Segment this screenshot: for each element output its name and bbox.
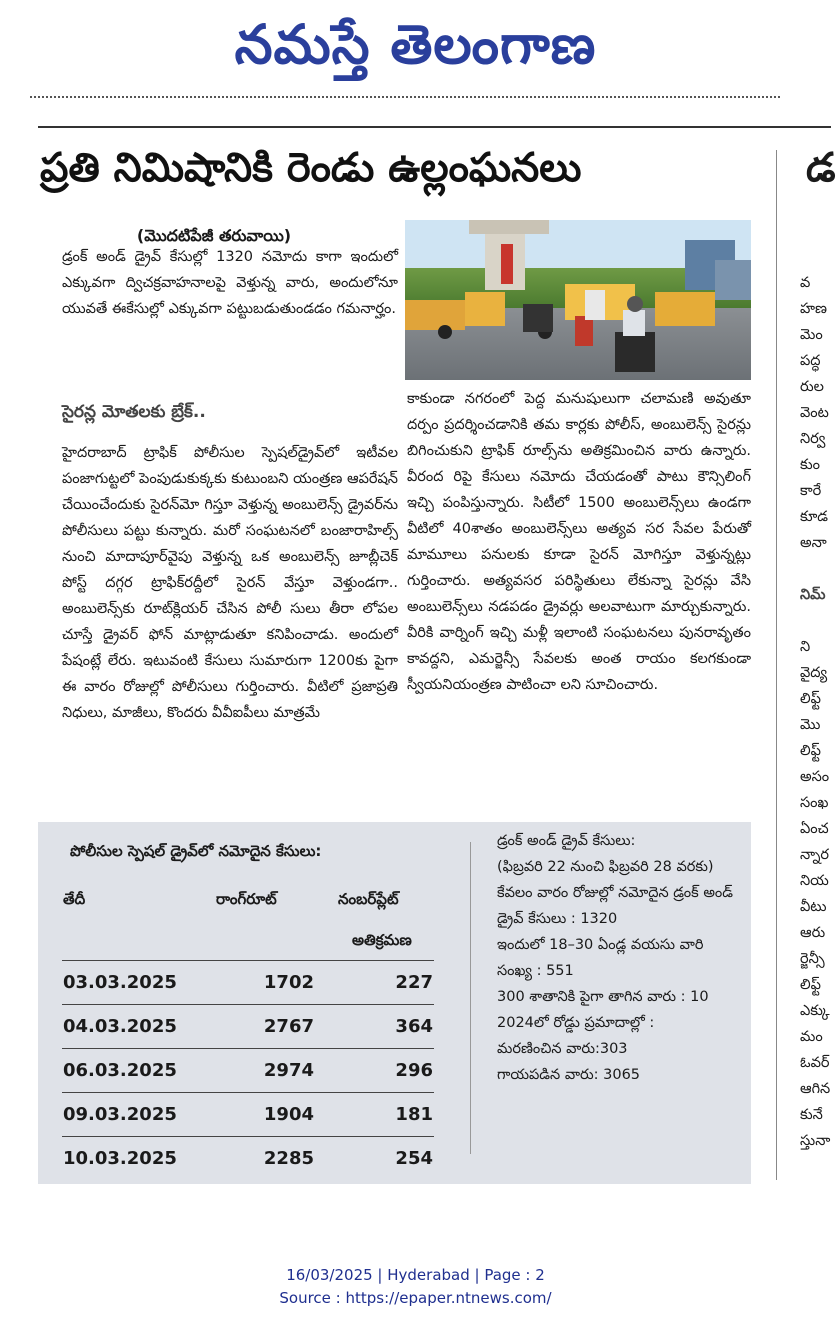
article-paragraph-2: హైదరాబాద్ ట్రాఫిక్ పోలీసుల స్పెషల్‌డ్రైవ్‌లో ఇటీవల పంజాగుట్టలో పెంపుడుకుక్కకు కుటుంబని యంత్రణ ఆపరేషన్ చేయించేందుకు సైరన్‌మో గిస్తూ వెళ్తున్న అంబులెన్స్ డ్రైవర్‌ను పోలీసులు పట్టు కున్నారు. మరో సంఘటనలో బంజారాహిల్స్ నుంచి మాదాపూర్‌వైపు వెళ్తున్న ఒక అంబులెన్స్ జూబ్లీచెక్ పోస్ట్ దగ్గర ట్రాఫిక్‌రద్దీలో సైరన్ వేస్తూ వెళ్తుండగా.. అంబులెన్స్‌కు రూట్‌క్లియర్ చేసిన పోలీ సులు తీరా లోపల చూస్తే డ్రైవర్ ఫోన్ మాట్లాడుతూ కనిపించాడు. అందులో పేషంట్లే లేరు. ఇటువంటి కేసులు సుమారుగా 1200కు పైగా ఈ వారం రోజుల్లో పోలీసులు గుర్తించారు. వీటిలో ప్రజాప్రతి నిధులు, మాజీలు, కొందరు వీవీఐపీలు మాత్రమే <box>62 445 398 721</box>
table-cell-date: 06.03.2025 <box>63 1060 177 1081</box>
stats-line: కేవలం వారం రోజుల్లో నమోదైన డ్రంక్ అండ్ డ్రైవ్ కేసులు : 1320 <box>497 885 734 927</box>
stats-line: గాయపడిన వారు: 3065 <box>497 1067 641 1083</box>
table-cell-wrong-route: 1702 <box>263 972 314 993</box>
masthead-separator <box>30 96 780 102</box>
column-fragment-line: నియ <box>800 873 829 889</box>
column-fragment-line: వ <box>800 275 811 291</box>
column-fragment-line: కారే <box>800 483 822 499</box>
column-fragment-line: లిఫ్ట్ <box>800 691 821 707</box>
stats-line: 300 శాతానికి పైగా తాగిన వారు : 10 <box>497 989 709 1005</box>
column-fragment-line: అనా <box>800 535 827 551</box>
page-footer <box>0 1264 831 1312</box>
table-cell-wrong-route: 2767 <box>263 1016 314 1037</box>
next-article-column <box>800 150 831 1190</box>
header-number-plate: నంబర్‌ప్లేట్ <box>338 890 399 908</box>
column-fragment-line: మెం <box>800 327 823 343</box>
column-fragment-line: లిఫ్ట్ <box>800 977 821 993</box>
column-fragment-line: ఆగిన <box>800 1081 831 1097</box>
table-rule <box>62 1136 434 1137</box>
traffic-scene-image <box>405 220 751 380</box>
table-cell-number-plate: 296 <box>395 1060 433 1081</box>
column-divider <box>776 150 777 1180</box>
column-fragment-line: హణ <box>800 301 827 317</box>
article-paragraph-3: కాకుండా నగరంలో పెద్ద మనుషులుగా చలామణి అవుతూ దర్పం ప్రదర్శించడానికి తమ కార్లకు పోలీస్, అంబులెన్స్ సైరన్లు బిగించుకుని ట్రాఫిక్ రూల్స్‌ను అతిక్రమించిన వారు ఉన్నారు. వీరంద రిపై కేసులు నమోదు చేయడంతో పాటు కౌన్సిలింగ్ ఇచ్చి పంపిస్తున్నారు. సిటీలో 1500 అంబులెన్స్‌లు ఉండగా వీటిలో 40శాతం అంబులెన్స్‌లు అత్యవ సర సేవల పేరుతో మామూలు పనులకు కూడా సైరన్ మోగిస్తూ వెళ్తున్నట్లు గుర్తించారు. అత్యవసర పరిస్థితులు లేకున్నా సైరన్లు వేసి అంబులెన్స్‌లు నడపడం డ్రైవర్లు అలవాటుగా మార్చుకున్నారు. వీరికి వార్నింగ్ ఇచ్చి మళ్లీ ఇలాంటి సంఘటనలు పునరావృతం కావద్దని, ఎమర్జెన్సీ సేవలకు అంత రాయం కలగకుండా స్వీయనియంత్రణ పాటించా లని సూచించారు. <box>407 391 751 693</box>
column-fragment-line: నిర్వ <box>800 431 826 447</box>
table-cell-date: 04.03.2025 <box>63 1016 177 1037</box>
table-cell-wrong-route: 2974 <box>263 1060 314 1081</box>
header-wrong-route: రాంగ్‌రూట్ <box>216 890 277 908</box>
table-rule <box>62 960 434 961</box>
column-fragment-line: ర్జెన్సీ <box>800 951 825 967</box>
column-fragment-line: నిమ్ <box>800 587 826 603</box>
next-article-headline-fragment: డ <box>806 145 836 191</box>
footer-date-edition: 16/03/2025 | Hyderabad | Page : 2 <box>286 1266 545 1284</box>
column-fragment-line: అసం <box>800 769 830 785</box>
table-rule <box>62 1004 434 1005</box>
column-fragment-line: పద్ధ <box>800 353 821 369</box>
column-fragment-line: ఆరు <box>800 925 826 941</box>
table-cell-number-plate: 181 <box>395 1104 433 1125</box>
column-fragment-line: మం <box>800 1029 823 1045</box>
table-rule <box>62 1048 434 1049</box>
stats-line: 2024లో రోడ్డు ప్రమాదాల్లో : <box>497 1015 655 1031</box>
table-cell-wrong-route: 1904 <box>263 1104 314 1125</box>
column-fragment-line: ఎక్కు <box>800 1003 830 1019</box>
table-rule <box>62 1092 434 1093</box>
stats-line: డ్రంక్ అండ్ డ్రైవ్ కేసులు: <box>497 833 636 849</box>
stats-line: మరణించిన వారు:303 <box>497 1041 628 1057</box>
column-fragment-line: వెంట <box>800 405 829 421</box>
table-cell-date: 03.03.2025 <box>63 972 177 993</box>
column-fragment-line: కునే <box>800 1107 823 1123</box>
column-fragment-line: స్తునా <box>800 1133 831 1149</box>
traffic-photo <box>405 220 751 380</box>
table-cell-number-plate: 364 <box>395 1016 433 1037</box>
drunk-drive-stats <box>497 828 742 1168</box>
table-cell-number-plate: 254 <box>395 1148 433 1169</box>
table-cell-wrong-route: 2285 <box>263 1148 314 1169</box>
column-fragment-line: మొ <box>800 717 821 733</box>
box-divider <box>470 842 471 1154</box>
continued-label: (మొదటిపేజీ తరువాయి) <box>136 226 292 245</box>
table-cell-number-plate: 227 <box>395 972 433 993</box>
section-heading: సైరన్ల మోతలకు బ్రేక్.. <box>62 402 206 422</box>
column-fragment-line: ఓవర్ <box>800 1055 830 1071</box>
column-fragment-line: న్నార <box>800 847 829 863</box>
column-fragment-line: లిఫ్ట్ <box>800 743 821 759</box>
column-fragment-line: సంఖ <box>800 795 829 811</box>
column-fragment-line: వీటు <box>800 899 827 915</box>
table-title: పోలీసుల స్పెషల్ డ్రైవ్‌లో నమోదైన కేసులు: <box>70 842 322 860</box>
table-cell-date: 10.03.2025 <box>63 1148 177 1169</box>
column-fragment-line: ఏంచ <box>800 821 829 837</box>
table-cell-date: 09.03.2025 <box>63 1104 177 1125</box>
stats-line: ఇందులో 18–30 ఏండ్ల వయసు వారి సంఖ్య : 551 <box>497 937 704 979</box>
column-fragment-line: కుం <box>800 457 820 473</box>
stats-line: (ఫిబ్రవరి 22 నుంచి ఫిబ్రవరి 28 వరకు) <box>497 859 714 875</box>
column-fragment-line: కూడ <box>800 509 828 525</box>
article-paragraph-1: డ్రంక్ అండ్ డ్రైవ్ కేసుల్లో 1320 నమోదు కాగా ఇందులో ఎక్కువగా ద్విచక్రవాహనాలపై వెళ్తున్న వారు, అందులోనూ యువతే ఈకేసుల్లో ఎక్కువగా పట్టుబడుతుండడం గమనార్హం. <box>62 249 398 317</box>
header-date: తేదీ <box>63 890 86 908</box>
top-rule <box>38 126 831 128</box>
masthead-logo: నమస్తే తెలంగాణ <box>234 12 597 76</box>
header-violation: అతిక్రమణ <box>352 931 412 949</box>
article-headline: ప్రతి నిమిషానికి రెండు ఉల్లంఘనలు <box>40 145 582 191</box>
column-fragment-line: ని <box>800 639 811 655</box>
column-fragment-line: రుల <box>800 379 824 395</box>
footer-source: Source : https://epaper.ntnews.com/ <box>279 1289 552 1307</box>
column-fragment-line: వైద్య <box>800 665 828 681</box>
